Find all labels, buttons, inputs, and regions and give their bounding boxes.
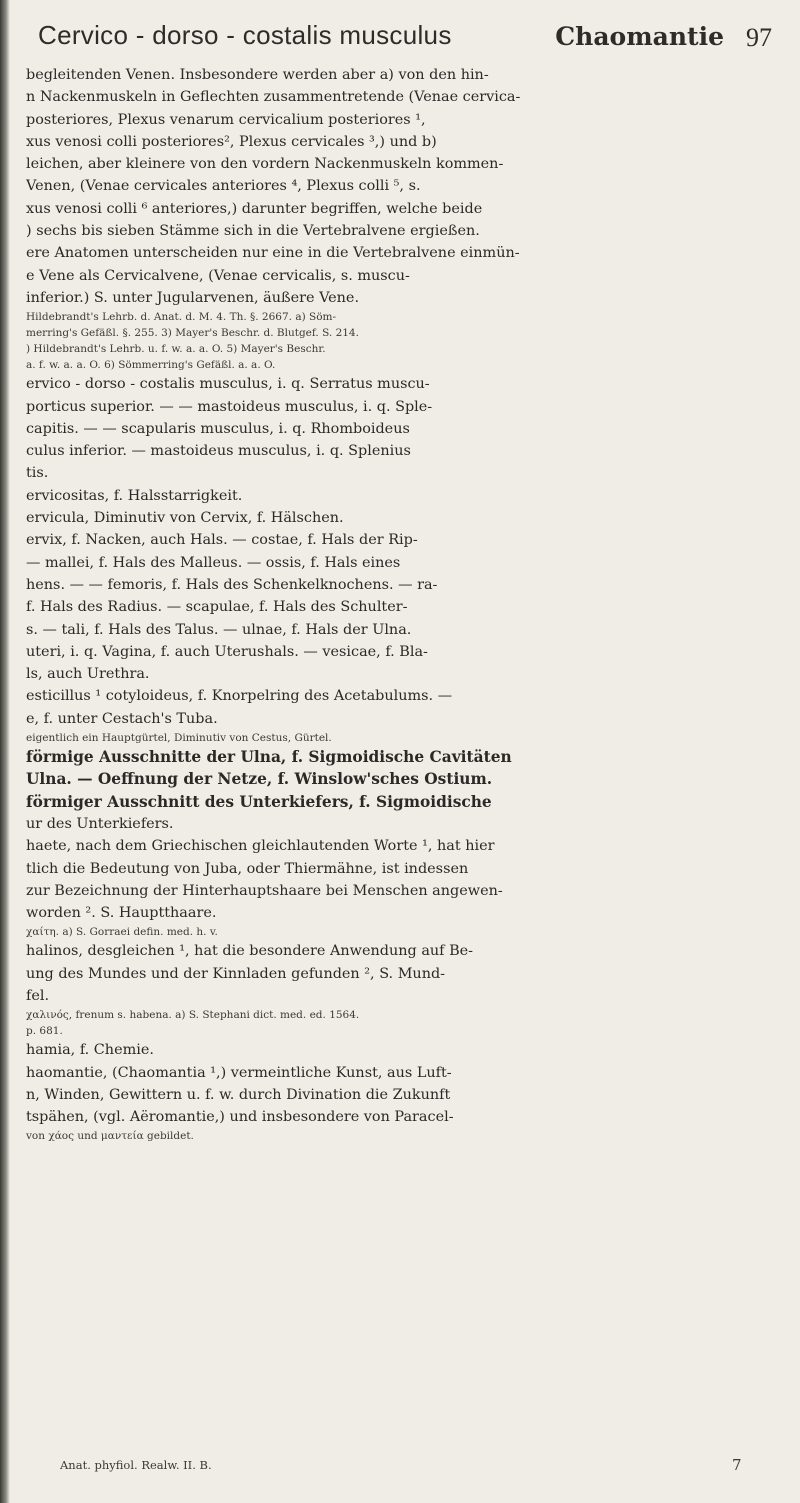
text-line: haete, nach dem Griechischen gleichlautenden Worte ¹, hat hier [26,838,495,855]
text-line: porticus superior. — — mastoideus musculus, i. q. Sple- [26,398,433,415]
signature-line: Anat. phyfiol. Realw. II. B. [60,1458,212,1472]
text-line: Venen, (Venae cervicales anteriores ⁴, Plexus colli ⁵, s. [26,178,421,195]
footnote-line: merring's Gefäßl. §. 255. 3) Mayer's Beschr. d. Blutgef. S. 214. [26,327,359,340]
text-line: leichen, aber kleinere von den vordern Nackenmuskeln kommen- [26,156,504,173]
text-line: ) sechs bis sieben Stämme sich in die Vertebralvene ergießen. [26,223,480,240]
heading-line: förmiger Ausschnitt des Unterkiefers, f. Sigmoidische [26,792,492,811]
footnote-line: χαλινός, frenum s. habena. a) S. Stephani dict. med. ed. 1564. [26,1009,360,1022]
text-line: culus inferior. — mastoideus musculus, i. q. Splenius [26,443,411,460]
text-line: hamia, f. Chemie. [26,1042,154,1059]
text-line: tlich die Bedeutung von Juba, oder Thiermähne, ist indessen [26,860,469,877]
text-line: halinos, desgleichen ¹, hat die besondere Anwendung auf Be- [26,943,474,960]
text-line: ervicositas, f. Halsstarrigkeit. [26,487,243,504]
footnote-line: Hildebrandt's Lehrb. d. Anat. d. M. 4. Th. §. 2667. a) Söm- [26,311,337,324]
text-line: ervico - dorso - costalis musculus, i. q. Serratus muscu- [26,376,430,393]
text-line: ls, auch Urethra. [26,666,150,683]
body-text [26,64,770,1144]
footnote-line: ) Hildebrandt's Lehrb. u. f. w. a. a. O. 5) Mayer's Beschr. [26,343,326,356]
text-line: tis. [26,465,49,482]
text-line: — mallei, f. Hals des Malleus. — ossis, f. Hals eines [26,554,401,571]
running-head: Cervico - dorso - costalis musculus [38,20,452,50]
text-line: esticillus ¹ cotyloideus, f. Knorpelring des Acetabulums. — [26,688,453,705]
running-head-right: Chaomantie [555,22,724,51]
text-line: xus venosi colli posteriores², Plexus cervicales ³,) und b) [26,133,437,150]
text-line: fel. [26,987,50,1004]
text-line: capitis. — — scapularis musculus, i. q. Rhomboideus [26,420,410,437]
heading-line: Ulna. — Oeffnung der Netze, f. Winslow'sches Ostium. [26,770,493,789]
footnote-line: eigentlich ein Hauptgürtel, Diminutiv von Cestus, Gürtel. [26,732,332,745]
text-line: ervicula, Diminutiv von Cervix, f. Hälschen. [26,510,344,527]
text-line: worden ². S. Hauptthaare. [26,905,217,922]
text-line: begleitenden Venen. Insbesondere werden aber a) von den hin- [26,67,489,83]
text-line: uteri, i. q. Vagina, f. auch Uterushals. — vesicae, f. Bla- [26,643,428,660]
text-line: f. Hals des Radius. — scapulae, f. Hals des Schulter- [26,599,408,616]
text-line: n, Winden, Gewittern u. f. w. durch Divination die Zukunft [26,1086,451,1103]
footnote-line: χαίτη. a) S. Gorraei defin. med. h. v. [26,926,218,939]
text-line: haomantie, (Chaomantia ¹,) vermeintliche Kunst, aus Luft- [26,1064,452,1081]
text-line: ung des Mundes und der Kinnladen gefunden ², S. Mund- [26,965,446,982]
text-line: tspähen, (vgl. Aëromantie,) und insbesondere von Paracel- [26,1109,454,1126]
text-line: ervix, f. Nacken, auch Hals. — costae, f. Hals der Rip- [26,532,418,549]
footnote-line: von χάος und μαντεία gebildet. [26,1130,194,1143]
heading-line: förmige Ausschnitte der Ulna, f. Sigmoidische Cavitäten [26,748,512,767]
text-line: zur Bezeichnung der Hinterhauptshaare bei Menschen angewen- [26,882,503,899]
text-line: posteriores, Plexus venarum cervicalium posteriores ¹, [26,111,426,128]
footnote-line: a. f. w. a. a. O. 6) Sömmerring's Gefäßl. a. a. O. [26,359,276,372]
footnote-line: p. 681. [26,1025,63,1038]
text-line: n Nackenmuskeln in Geflechten zusammentretende (Venae cervica- [26,89,521,106]
catchword-mark: 7 [732,1456,742,1474]
page-header [38,10,772,62]
text-line: e Vene als Cervicalvene, (Venae cervicalis, s. muscu- [26,267,410,284]
text-line: ur des Unterkiefers. [26,815,174,832]
text-line: xus venosi colli ⁶ anteriores,) darunter begriffen, welche beide [26,200,483,217]
text-line: s. — tali, f. Hals des Talus. — ulnae, f. Hals der Ulna. [26,621,412,638]
text-line: inferior.) S. unter Jugularvenen, äußere Vene. [26,289,360,306]
text-line: ere Anatomen unterscheiden nur eine in die Vertebralvene einmün- [26,245,520,262]
text-line: hens. — — femoris, f. Hals des Schenkelknochens. — ra- [26,576,438,593]
page-binding-shadow [0,0,10,1503]
page-number: 97 [746,23,772,52]
text-line: e, f. unter Cestach's Tuba. [26,710,218,727]
